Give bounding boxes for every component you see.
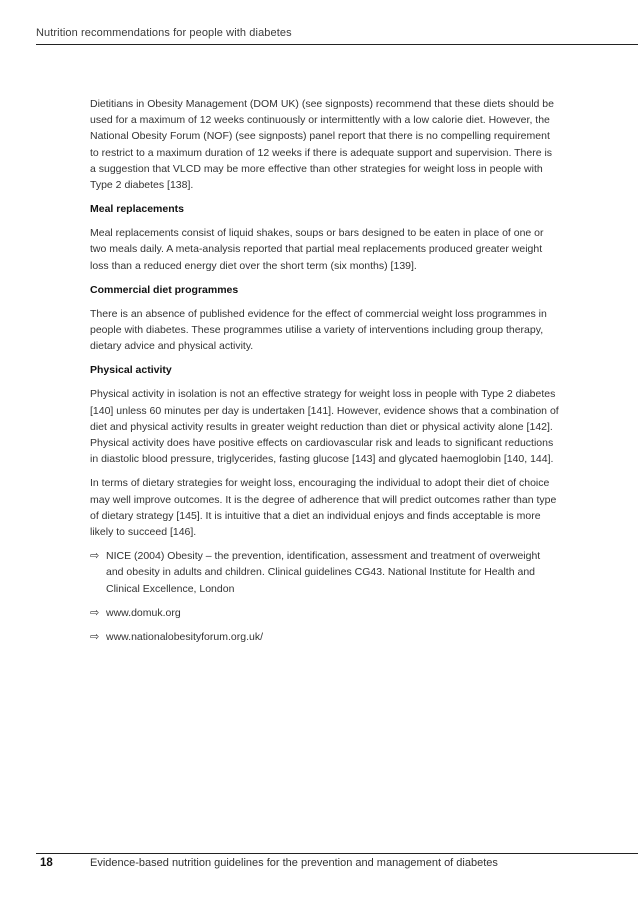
signpost-nof-link[interactable]: www.nationalobesityforum.org.uk/: [106, 631, 263, 644]
signpost-nice: [90, 548, 560, 597]
signpost-arrow-icon: ⇨: [90, 631, 100, 644]
heading-meal-replacements: Meal replacements: [90, 203, 184, 216]
signpost-arrow-icon: ⇨: [90, 550, 100, 563]
signpost-nof[interactable]: [90, 629, 560, 645]
signpost-domuk[interactable]: [90, 605, 560, 621]
paragraph-meal-replacements: Meal replacements consist of liquid shakes, soups or bars designed to be eaten in place of one or two meals daily. A meta-analysis reported that partial meal replacements produced greater weight loss than a reduced energy diet over the short term (six months) [139].: [90, 227, 544, 272]
paragraph-physical-activity: Physical activity in isolation is not an effective strategy for weight loss in people with Type 2 diabetes [140] unless 60 minutes per day is undertaken [141]. However, evidence shows that a combination of diet and physical activity results in greater weight reduction than diet or physical activity alone [142]. Physical activity does have positive effects on cardiovascular risk and leads to significant reductions in diastolic blood pressure, triglycerides, fasting glucose [143] and glycated haemoglobin [140, 144].: [90, 388, 559, 466]
paragraph-vlcd-duration: Dietitians in Obesity Management (DOM UK) (see signposts) recommend that these diets should be used for a maximum of 12 weeks continuously or intermittently with a low calorie diet. However, the National Obesity Forum (NOF) (see signposts) panel report that there is no compelling requirement to restrict to a maximum duration of 12 weeks if there is adequate support and supervision. There is a suggestion that VLCD may be more effective than other strategies for weight loss in people with Type 2 diabetes [138].: [90, 98, 554, 192]
page-number: 18: [40, 857, 53, 869]
signpost-nice-text: NICE (2004) Obesity – the prevention, identification, assessment and treatment of overweight and obesity in adults and children. Clinical guidelines CG43. National Institute for Health and Clinical Excellence, London: [106, 550, 541, 595]
heading-physical-activity: Physical activity: [90, 364, 172, 377]
header-rule: [36, 44, 638, 45]
heading-commercial-diet-programmes: Commercial diet programmes: [90, 283, 239, 296]
paragraph-commercial-diet-programmes: There is an absence of published evidence for the effect of commercial weight loss programmes in people with diabetes. These programmes utilise a variety of interventions including group therapy, dietary advice and physical activity.: [90, 307, 547, 353]
footer-title: Evidence-based nutrition guidelines for the prevention and management of diabetes: [90, 857, 498, 869]
main-content: [90, 96, 560, 653]
signpost-domuk-link[interactable]: www.domuk.org: [106, 606, 181, 619]
footer-rule: [36, 853, 638, 854]
paragraph-dietary-strategies: In terms of dietary strategies for weight loss, encouraging the individual to adopt their diet of choice may well improve outcomes. It is the degree of adherence that will predict outcomes rather than type of dietary strategy [145]. It is intuitive that a diet an individual enjoys and finds acceptable is more likely to succeed [146].: [90, 477, 557, 539]
running-header: Nutrition recommendations for people with diabetes: [36, 27, 292, 39]
signpost-arrow-icon: ⇨: [90, 606, 100, 619]
